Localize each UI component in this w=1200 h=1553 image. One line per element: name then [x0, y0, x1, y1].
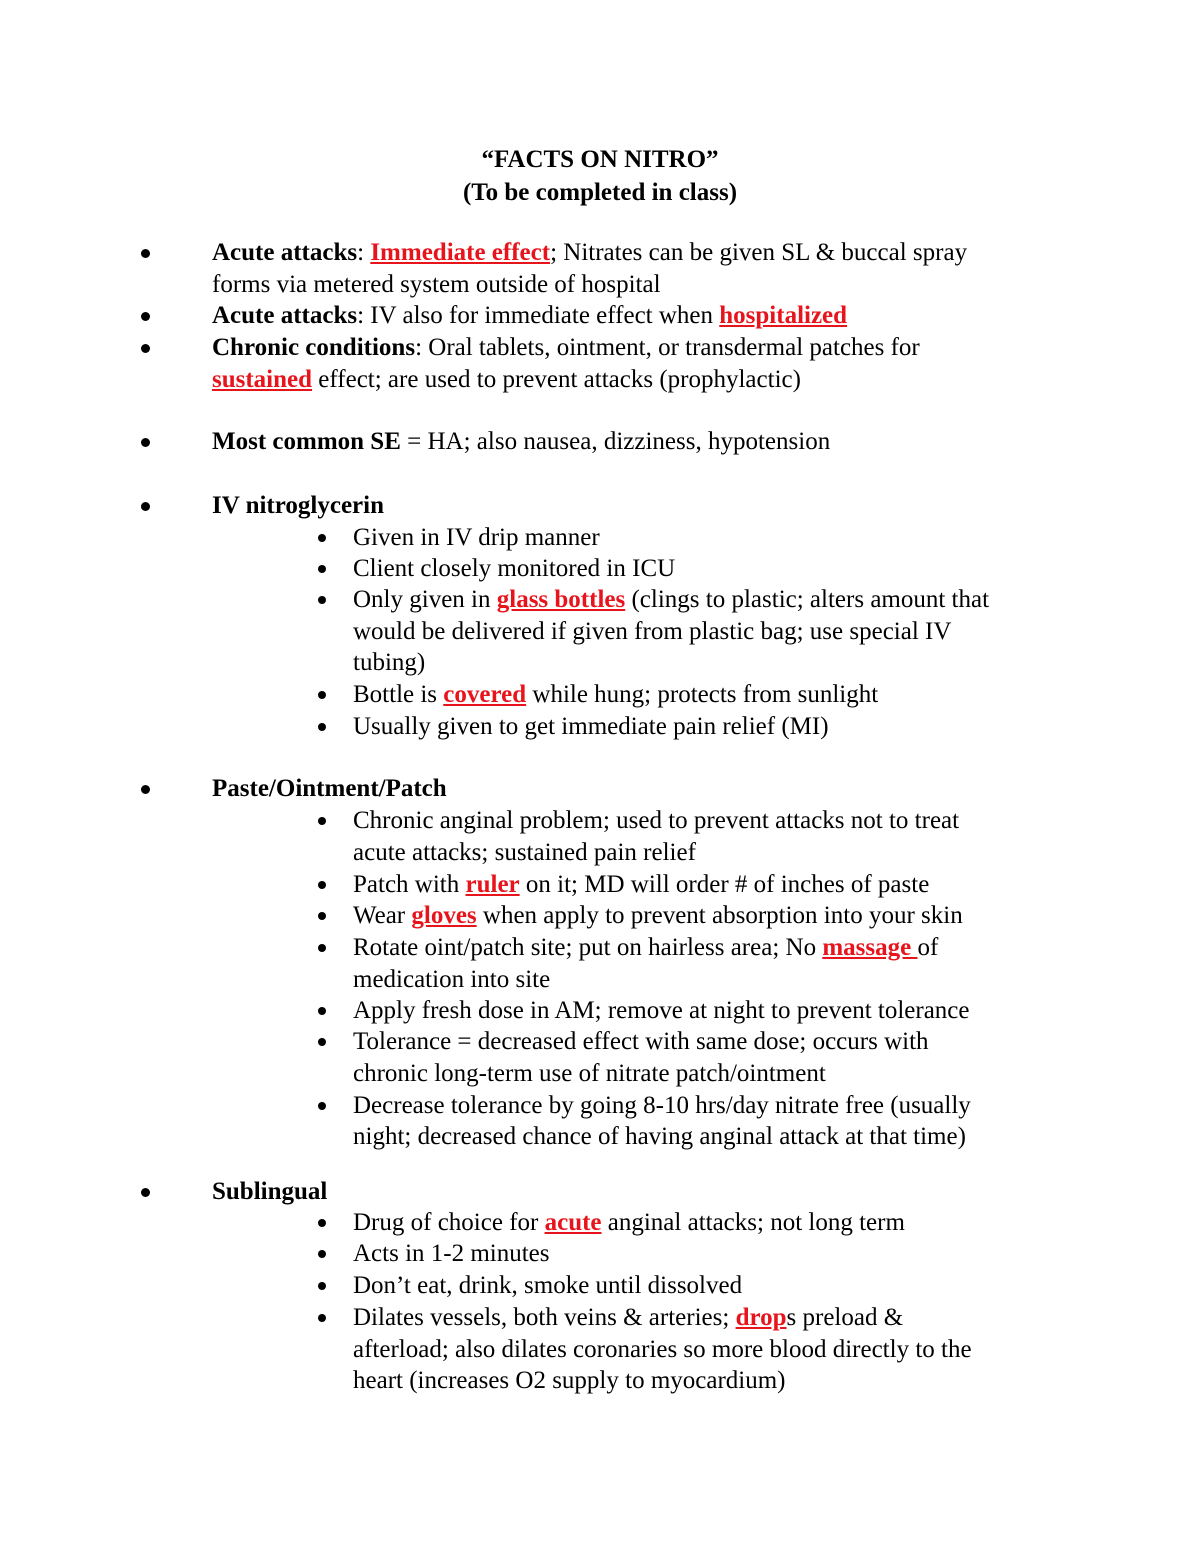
list-item: [212, 237, 1112, 269]
bold-heading: Paste/Ointment/Patch: [212, 775, 447, 802]
text-run: afterload; also dilates coronaries so more blood directly to the: [353, 1336, 972, 1363]
page-title: “FACTS ON NITRO”: [481, 146, 719, 173]
text-run: Usually given to get immediate pain relief (MI): [353, 713, 829, 740]
highlighted-answer: glass bottles: [496, 586, 626, 613]
highlighted-answer: sustained: [212, 366, 313, 393]
list-item: [353, 1238, 1200, 1270]
bullet-icon: [318, 1102, 326, 1110]
bullet-icon: [141, 344, 150, 353]
text-run: Decrease tolerance by going 8-10 hrs/day nitrate free (usually: [353, 1092, 971, 1119]
text-run: anginal attacks; not long term: [601, 1209, 905, 1236]
highlighted-answer: gloves: [411, 902, 477, 929]
text-run: = HA; also nausea, dizziness, hypotension: [400, 428, 831, 455]
bullet-icon: [318, 1219, 326, 1227]
text-run: ; Nitrates can be given SL & buccal spray: [550, 239, 968, 266]
list-item-continuation: [353, 837, 1200, 869]
text-run: (clings to plastic; alters amount that: [625, 586, 990, 613]
list-item-continuation: [353, 1121, 1200, 1153]
text-run: Don’t eat, drink, smoke until dissolved: [353, 1272, 743, 1299]
text-run: night; decreased chance of having anginal attack at that time): [353, 1123, 966, 1150]
text-run: effect; are used to prevent attacks (prophylactic): [312, 366, 801, 393]
list-item: [353, 869, 1200, 901]
highlighted-answer: massage: [822, 934, 918, 961]
text-run: on it; MD will order # of inches of paste: [519, 871, 930, 898]
list-item: [353, 900, 1200, 932]
list-item: [353, 805, 1200, 837]
list-item-continuation: [353, 1365, 1200, 1397]
text-run: Drug of choice for: [353, 1209, 545, 1236]
highlighted-answer: acute: [544, 1209, 602, 1236]
text-run: Client closely monitored in ICU: [353, 555, 676, 582]
bullet-icon: [141, 1188, 150, 1197]
text-run: Only given in: [353, 586, 497, 613]
list-item: [353, 679, 1200, 711]
text-run: heart (increases O2 supply to myocardium): [353, 1367, 786, 1394]
text-run: tubing): [353, 649, 426, 676]
bold-heading: IV nitroglycerin: [212, 492, 384, 519]
bullet-icon: [141, 438, 150, 447]
bullet-icon: [318, 1007, 326, 1015]
text-run: forms via metered system outside of hospital: [212, 271, 661, 298]
text-run: while hung; protects from sunlight: [526, 681, 879, 708]
list-item: [353, 1026, 1200, 1058]
bullet-icon: [141, 502, 150, 511]
list-item-continuation: [353, 1334, 1200, 1366]
bullet-icon: [318, 1038, 326, 1046]
list-item: [353, 932, 1200, 964]
bullet-icon: [318, 881, 326, 889]
list-item: [353, 1207, 1200, 1239]
bold-heading: Acute attacks: [212, 302, 358, 329]
list-item-continuation: [353, 964, 1200, 996]
text-run: Tolerance = decreased effect with same dose; occurs with: [353, 1028, 929, 1055]
text-run: medication into site: [353, 966, 551, 993]
bullet-icon: [141, 249, 150, 258]
text-run: Bottle is: [353, 681, 444, 708]
bullet-icon: [318, 691, 326, 699]
list-item: [353, 584, 1200, 616]
bold-heading: Chronic conditions: [212, 334, 416, 361]
list-item: [353, 1270, 1200, 1302]
bold-heading: Sublingual: [212, 1178, 328, 1205]
list-item: [353, 1302, 1200, 1334]
bullet-icon: [141, 312, 150, 321]
highlighted-answer: drop: [735, 1304, 787, 1331]
list-item-continuation: [212, 269, 1112, 301]
list-item-continuation: [353, 616, 1200, 648]
highlighted-answer: hospitalized: [719, 302, 848, 329]
bullet-icon: [318, 817, 326, 825]
text-run: Wear: [353, 902, 412, 929]
text-run: acute attacks; sustained pain relief: [353, 839, 696, 866]
text-run: s preload &: [786, 1304, 904, 1331]
bold-heading: Most common SE: [212, 428, 401, 455]
bullet-icon: [318, 1250, 326, 1258]
text-run: Apply fresh dose in AM; remove at night to prevent tolerance: [353, 997, 970, 1024]
text-run: Rotate oint/patch site; put on hairless area; No: [353, 934, 823, 961]
list-item: [353, 711, 1200, 743]
text-run: when apply to prevent absorption into your skin: [476, 902, 963, 929]
text-run: Given in IV drip manner: [353, 524, 600, 551]
highlighted-answer: covered: [443, 681, 527, 708]
list-item: [212, 490, 1112, 522]
list-item: [353, 522, 1200, 554]
highlighted-answer: Immediate effect: [370, 239, 551, 266]
list-item: [353, 1090, 1200, 1122]
list-item: [353, 995, 1200, 1027]
list-item: [353, 553, 1200, 585]
bullet-icon: [318, 596, 326, 604]
list-item-continuation: [353, 647, 1200, 679]
list-item-continuation: [212, 364, 1112, 396]
text-run: : Oral tablets, ointment, or transdermal patches for: [415, 334, 920, 361]
bullet-icon: [318, 912, 326, 920]
text-run: chronic long-term use of nitrate patch/ointment: [353, 1060, 826, 1087]
page-subtitle: (To be completed in class): [462, 179, 738, 206]
highlighted-answer: ruler: [465, 871, 520, 898]
bullet-icon: [141, 785, 150, 794]
title-block: [0, 143, 1200, 209]
text-run: Acts in 1-2 minutes: [353, 1240, 550, 1267]
bullet-icon: [318, 1282, 326, 1290]
text-run: would be delivered if given from plastic bag; use special IV: [353, 618, 952, 645]
text-run: Dilates vessels, both veins & arteries;: [353, 1304, 736, 1331]
bullet-icon: [318, 1314, 326, 1322]
bullet-icon: [318, 534, 326, 542]
list-item: [212, 773, 1112, 805]
list-item: [212, 332, 1112, 364]
bold-heading: Acute attacks: [212, 239, 358, 266]
list-item: [212, 300, 1112, 332]
text-run: Patch with: [353, 871, 466, 898]
list-item: [212, 1176, 1112, 1208]
bullet-icon: [318, 944, 326, 952]
list-item: [212, 426, 1112, 458]
list-item-continuation: [353, 1058, 1200, 1090]
text-run: : IV also for immediate effect when: [357, 302, 720, 329]
text-run: Chronic anginal problem; used to prevent attacks not to treat: [353, 807, 960, 834]
text-run: :: [357, 239, 371, 266]
text-run: of: [917, 934, 939, 961]
bullet-icon: [318, 565, 326, 573]
bullet-icon: [318, 723, 326, 731]
